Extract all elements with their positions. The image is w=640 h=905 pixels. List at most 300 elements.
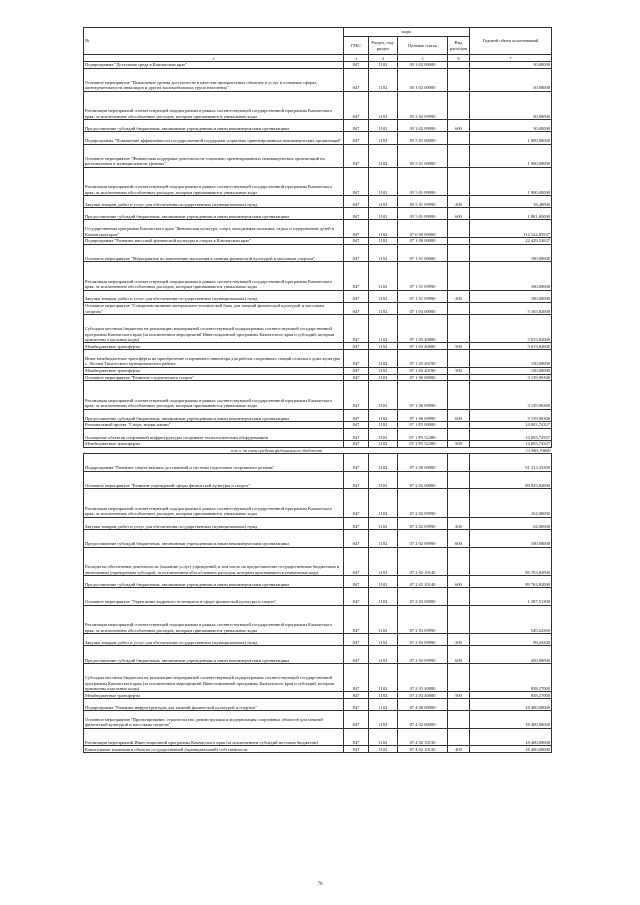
row-vid-cell: [448, 605, 470, 633]
row-sum-cell: 3 159,96300: [470, 374, 552, 381]
row-sum-cell: 62,00000: [470, 517, 552, 529]
row-sum-cell: 5 015,82000: [470, 315, 552, 343]
row-grbs-cell: 847: [344, 529, 369, 547]
row-vid-cell: [448, 422, 470, 429]
row-sum-cell: 1 387,51300: [470, 588, 552, 606]
row-razdel-cell: 1102: [369, 290, 398, 302]
row-razdel-cell: 1102: [369, 62, 398, 69]
row-vid-cell: 600: [448, 120, 470, 132]
row-grbs-cell: 847: [344, 262, 369, 290]
row-razdel-cell: 1102: [369, 428, 398, 440]
row-name-cell: Оснащение объектов спортивной инфраструктуры спортивно-технологическим оборудованием: [84, 428, 344, 440]
row-name-cell: Закупка товаров, работ и услуг для обеспечения государственных (муниципальных) нужд: [84, 517, 344, 529]
row-sum-cell: 150,00000: [470, 367, 552, 374]
row-grbs-cell: 847: [344, 120, 369, 132]
row-grbs-cell: 847: [344, 699, 369, 711]
row-grbs-cell: 847: [344, 489, 369, 517]
row-name-cell: Предоставление субсидий бюджетным, автономным учреждениям и иным некоммерческим организациям: [84, 208, 344, 220]
row-vid-cell: [448, 428, 470, 440]
row-razdel-cell: 1102: [369, 208, 398, 220]
row-sum-cell: 99,24300: [470, 634, 552, 646]
table-row: [84, 646, 552, 664]
row-name-cell: Межбюджетные трансферты: [84, 367, 344, 374]
row-cel-cell: 07 4 02 10130: [398, 728, 448, 746]
row-grbs-cell: 847: [344, 454, 369, 472]
row-grbs-cell: 847: [344, 409, 369, 421]
row-name-cell: Реализация мероприятий соответствующей подпрограммы в рамках соответствующей государственной программы Камчатского края, за исключением обособленных расходов, которым присваиваются уникальные коды: [84, 489, 344, 517]
row-sum-cell: 5 015,82000: [470, 343, 552, 350]
row-vid-cell: [448, 302, 470, 314]
row-name-cell: Межбюджетные трансферты: [84, 343, 344, 350]
row-name-cell: Субсидии местным бюджетам на реализацию мероприятий соответствующей подпрограммы соответствующей государственной программы Камчатского края (за исключением мероприятий Инвестиционной программы Камчатского края и субсидий, которым присвоены отдельные коды): [84, 315, 344, 343]
row-name-cell: Основное мероприятие "Укрепление кадрового потенциала в сфере физической культуры и спорта": [84, 588, 344, 606]
row-name-cell: Предоставление субсидий бюджетным, автономным учреждениям и иным некоммерческим организациям: [84, 409, 344, 421]
row-sum-cell: 100,00000: [470, 262, 552, 290]
row-cel-cell: 07 2 00 00000: [398, 454, 448, 472]
row-razdel-cell: 1102: [369, 167, 398, 195]
row-razdel-cell: 1102: [369, 302, 398, 314]
row-cel-cell: 07 1 01 09990: [398, 290, 448, 302]
row-grbs-cell: 847: [344, 237, 369, 244]
row-grbs-cell: 847: [344, 195, 369, 207]
row-cel-cell: 07 2 02 00000: [398, 471, 448, 489]
row-sum-cell: 100,00000: [470, 529, 552, 547]
row-sum-cell: 22 429,52637: [470, 237, 552, 244]
row-cel-cell: 07 2 03 40080: [398, 663, 448, 691]
row-sum-cell: 30,00000: [470, 120, 552, 132]
column-index-cell: 7: [470, 55, 552, 62]
row-razdel-cell: 1102: [369, 422, 398, 429]
row-vid-cell: [448, 220, 470, 238]
row-cel-cell: 07 1 06 09990: [398, 381, 448, 409]
row-sum-cell: 1 900,00000: [470, 132, 552, 144]
row-grbs-cell: 847: [344, 471, 369, 489]
row-grbs-cell: 847: [344, 692, 369, 699]
row-vid-cell: 600: [448, 208, 470, 220]
table-row: [84, 244, 552, 262]
row-sum-cell: 18 400,00000: [470, 699, 552, 711]
row-cel-cell: 07 0 00 00000: [398, 220, 448, 238]
row-cel-cell: 07 1 P5 00000: [398, 422, 448, 429]
row-name-cell: Межбюджетные трансферты: [84, 692, 344, 699]
row-sum-cell: 838,27000: [470, 692, 552, 699]
table-row: [84, 489, 552, 517]
row-name-cell: Предоставление субсидий бюджетным, автономным учреждениям и иным некоммерческим организациям: [84, 646, 344, 664]
table-row: [84, 290, 552, 302]
row-name-cell: Основное мероприятие "Проектирование, строительство, реконструкция и модернизация спортивных объектов для занятий физической культурой и массовым спортом": [84, 711, 344, 729]
row-razdel-cell: 1102: [369, 575, 398, 587]
row-grbs-cell: 847: [344, 220, 369, 238]
table-row: [84, 746, 552, 753]
page-number: 76: [317, 882, 323, 887]
row-name-cell: Закупка товаров, работ и услуг для обеспечения государственных (муниципальных) нужд: [84, 634, 344, 646]
row-grbs-cell: 847: [344, 428, 369, 440]
row-grbs-cell: 847: [344, 132, 369, 144]
row-sum-cell: 89 763,82000: [470, 547, 552, 575]
row-vid-cell: [448, 381, 470, 409]
row-razdel-cell: 1102: [369, 409, 398, 421]
row-razdel-cell: 1102: [369, 144, 398, 167]
row-razdel-cell: 1102: [369, 262, 398, 290]
table-row: [84, 692, 552, 699]
header-name: [84, 28, 344, 55]
row-vid-cell: [448, 62, 470, 69]
row-name-cell: Реализация мероприятий соответствующей подпрограммы в рамках соответствующей государственной программы Камчатского края, за исключением обособленных расходов, которым присваиваются уникальные коды: [84, 262, 344, 290]
row-sum-cell: 112 142,85937: [470, 220, 552, 238]
row-razdel-cell: 1102: [369, 489, 398, 517]
row-cel-cell: 05 3 02 09990: [398, 91, 448, 119]
row-razdel-cell: 1102: [369, 343, 398, 350]
row-name-cell: Основное мероприятие "Финансовая поддержка деятельности социально ориентированных некоммерческих организаций на региональном и муниципальном уровнях": [84, 144, 344, 167]
row-sum-cell: 1 900,00000: [470, 167, 552, 195]
row-name-cell: Закупка товаров, работ и услуг для обеспечения государственных (муниципальных) нужд: [84, 290, 344, 302]
row-sum-cell: 18 400,00000: [470, 746, 552, 753]
table-row: [84, 699, 552, 711]
row-vid-cell: [448, 315, 470, 343]
row-vid-cell: [448, 237, 470, 244]
row-vid-cell: 500: [448, 692, 470, 699]
row-razdel-cell: 1102: [369, 132, 398, 144]
table-row: [84, 454, 552, 472]
row-grbs-cell: 847: [344, 711, 369, 729]
row-grbs-cell: 847: [344, 547, 369, 575]
row-razdel-cell: 1102: [369, 237, 398, 244]
row-name-cell: Реализация мероприятий Инвестиционной программы Камчатского края (за исключением субсидий местным бюджетам): [84, 728, 344, 746]
row-cel-cell: 07 1 00 00000: [398, 237, 448, 244]
row-razdel-cell: 1102: [369, 728, 398, 746]
row-cel-cell: 07 2 02 09990: [398, 529, 448, 547]
row-grbs-cell: 847: [344, 588, 369, 606]
row-razdel-cell: 1102: [369, 634, 398, 646]
table-row: [84, 343, 552, 350]
column-index-row: [84, 55, 552, 62]
row-vid-cell: [448, 454, 470, 472]
table-row: [84, 315, 552, 343]
row-cel-cell: 07 4 02 10130: [398, 746, 448, 753]
row-sum-cell: 3 159,96300: [470, 409, 552, 421]
table-row: [84, 62, 552, 69]
row-cel-cell: 05 3 02 09990: [398, 120, 448, 132]
row-sum-cell: 18 400,00000: [470, 711, 552, 729]
row-cel-cell: 07 1 01 09990: [398, 262, 448, 290]
row-sum-cell: 100,00000: [470, 244, 552, 262]
budget-table-sheet: [83, 27, 551, 753]
row-name-cell: Основное мероприятие "Повышение уровня доступности и качества приоритетных объектов и услуг в основных сферах жизнедеятельности инвалидов и других маломобильных групп населения": [84, 68, 344, 91]
row-name-cell: Подпрограмма "Повышение эффективности государственной поддержки социально ориентированных некоммерческих организаций": [84, 132, 344, 144]
table-row: [84, 605, 552, 633]
row-vid-cell: 200: [448, 290, 470, 302]
row-vid-cell: [448, 244, 470, 262]
row-cel-cell: 05 5 01 00000: [398, 144, 448, 167]
row-name-cell: Закупка товаров, работ и услуг для обеспечения государственных (муниципальных) нужд: [84, 195, 344, 207]
row-sum-cell: 14 003,74337: [470, 422, 552, 429]
row-cel-cell: 05 5 01 00000: [398, 132, 448, 144]
table-row: [84, 588, 552, 606]
row-sum-cell: 5 165,82000: [470, 302, 552, 314]
row-grbs-cell: 847: [344, 422, 369, 429]
row-vid-cell: [448, 489, 470, 517]
table-row: [84, 575, 552, 587]
row-razdel-cell: 1102: [369, 529, 398, 547]
row-cel-cell: 07 2 03 09990: [398, 605, 448, 633]
column-index-cell: 5: [398, 55, 448, 62]
header-grbs: ГРБС: [344, 37, 369, 55]
table-row: [84, 132, 552, 144]
row-razdel-cell: 1102: [369, 746, 398, 753]
table-row: [84, 422, 552, 429]
row-vid-cell: 500: [448, 441, 470, 448]
row-cel-cell: 07 2 02 09990: [398, 489, 448, 517]
row-cel-cell: 07 2 03 09990: [398, 646, 448, 664]
row-grbs-cell: 847: [344, 91, 369, 119]
row-cel-cell: 05 3 02 00000: [398, 62, 448, 69]
row-cel-cell: 07 1 03 00000: [398, 302, 448, 314]
column-index-cell: 4: [369, 55, 398, 62]
row-razdel-cell: 1102: [369, 350, 398, 368]
row-name-cell: Основное мероприятие "Развитие студенческого спорта": [84, 374, 344, 381]
row-razdel-cell: 1102: [369, 454, 398, 472]
table-row: [84, 262, 552, 290]
table-row: [84, 547, 552, 575]
row-vid-cell: 500: [448, 343, 470, 350]
row-grbs-cell: 847: [344, 441, 369, 448]
header-volume: Годовой объем ассигнований: [470, 28, 552, 55]
row-razdel-cell: 1102: [369, 588, 398, 606]
header-vid: Вид расходов: [448, 37, 470, 55]
row-sum-cell: 14 003,74337: [470, 441, 552, 448]
row-name-cell: Иные межбюджетные трансферты на приобретение спортивного инвентаря для работы спортивных секций сельского дома культуры с. Лесная Тигильского муниципального района: [84, 350, 344, 368]
row-name-cell: Капитальные вложения в объекты государственной (муниципальной) собственности: [84, 746, 344, 753]
row-razdel-cell: 1102: [369, 195, 398, 207]
row-grbs-cell: 847: [344, 663, 369, 691]
row-grbs-cell: 847: [344, 381, 369, 409]
row-cel-cell: 07 1 01 00000: [398, 244, 448, 262]
row-cel-cell: 07 1 03 40190: [398, 350, 448, 368]
row-sum-cell: 18,40000: [470, 195, 552, 207]
row-razdel-cell: 1102: [369, 711, 398, 729]
row-grbs-cell: 847: [344, 290, 369, 302]
row-grbs-cell: 847: [344, 315, 369, 343]
row-sum-cell: 549,24300: [470, 605, 552, 633]
row-name-cell: Предоставление субсидий бюджетным, автономным учреждениям и иным некоммерческим организациям: [84, 120, 344, 132]
row-cel-cell: 07 4 02 00000: [398, 711, 448, 729]
row-sum-cell: 100,00000: [470, 290, 552, 302]
table-row: [84, 195, 552, 207]
row-name-cell: Межбюджетные трансферты: [84, 441, 344, 448]
row-grbs-cell: 847: [344, 575, 369, 587]
row-name-cell: Предоставление субсидий бюджетным, автономным учреждениям и иным некоммерческим организациям: [84, 529, 344, 547]
row-vid-cell: 200: [448, 634, 470, 646]
row-grbs-cell: 847: [344, 144, 369, 167]
row-vid-cell: [448, 91, 470, 119]
row-name-cell: Субсидии местным бюджетам на реализацию мероприятий соответствующей подпрограммы соответствующей государственной программы Камчатского края (за исключением мероприятий Инвестиционной программы Камчатского края и субсидий, которым присвоены отдельные коды): [84, 663, 344, 691]
row-sum-cell: 838,27000: [470, 663, 552, 691]
row-vid-cell: 400: [448, 746, 470, 753]
table-row: [84, 68, 552, 91]
budget-table: № коды Годовой объем ассигнований ГРБС Раздел, под-раздел Целевая статья Вид расходов 2 3 4 5 6 7 Подпрограмма "Доступная среда в Камчатском крае" 847 1102 05 3 02 00000 30,00000 Основное мероприятие "Повышение уровня доступности и качества приоритетных объектов и услуг в основных сферах жизнедеятельности инвалидов и других маломобильных групп населения" 847 1102 05 3 02 00000 30,00000 Реализация мероприятий соответствующей подпрограммы в рамках соответствующей государственной программы Камчатского края, за исключением обособленных расходов, которым присваиваются уникальные коды 847 1102 05 3 02 09990 30,00000 Предоставление субсидий бюджетным, автономным учреждениям и иным некоммерческим организациям 847 1102 05 3 02 09990 600 30,00000 Подпрограмма "Повышение эффективности государственной поддержки социально ориентированных некоммерческих организаций" 847 1102 05 5 01 00000 1 900,00000 Основное мероприятие "Финансовая поддержка деятельности социально ориентированных некоммерческих организаций на региональном и муниципальном уровнях" 847 1102 05 5 01 00000 1 900,00000 Реализация мероприятий соответствующей подпрограммы в рамках соответствующей государственной программы Камчатского края, за исключением обособленных расходов, которым присваиваются уникальные коды 847 1102 05 5 01 09990 1 900,00000 Закупка товаров, работ и услуг для обеспечения государственных (муниципальных) нужд 847 1102 05 5 01 09990 200 18,40000 Предоставление субсидий бюджетным, автономным учреждениям и иным некоммерческим организациям 847 1102 05 5 01 09990 600 1 881,60000 Государственная программа Камчатского края "Физическая культура, спорт, молодежная политика, отдых и оздоровление детей в Камчатском крае" 847 1102 07 0 00 00000 112 142,85937 Подпрограмма "Развитие массовой физической культуры и спорта в Камчатском крае" 847 1102 07 1 00 00000 22 429,52637 Основное мероприятие "Мероприятия по вовлечению населения в занятия физической культурой и массовым спортом" 847 1102 07 1 01 00000 100,00000 Реализация мероприятий соответствующей подпрограммы в рамках соответствующей государственной программы Камчатского края, за исключением обособленных расходов, которым присваиваются уникальные коды 847 1102 07 1 01 09990 100,00000 Закупка товаров, работ и услуг для обеспечения государственных (муниципальных) нужд 847 1102 07 1 01 09990 200 100,00000 Основное мероприятие "Совершенствование материально-технической базы для занятий физической культурой и массовым спортом" 847 1102 07 1 03 00000 5 165,82000 Субсидии местным бюджетам на реализацию мероприятий соответствующей подпрограммы соответствующей государственной программы Камчатского края (за исключением мероприятий Инвестиционной программы Камчатского края и субсидий, которым присвоены отдельные коды) 847 1102 07 1 03 40080 5 015,82000 Межбюджетные трансферты 847 1102 07 1 03 40080 500 5 015,82000 Иные межбюджетные трансферты на приобретение спортивного инвентаря для работы спортивных секций сельского дома культуры с. Лесная Тигильского муниципального района 847 1102 07 1 03 40190 150,00000 Межбюджетные трансферты 847 1102 07 1 03 40190 500 150,00000 Основное мероприятие "Развитие студенческого спорта" 847 1102 07 1 06 00000 3 159,96300 Реализация мероприятий соответствующей подпрограммы в рамках соответствующей государственной программы Камчатского края, за исключением обособленных расходов, которым присваиваются уникальные коды 847 1102 07 1 06 09990 3 159,96300 Предоставление субсидий бюджетным, автономным учреждениям и иным некоммерческим организациям 847 1102 07 1 06 09990 600 3 159,96300 Региональный проект "Спорт–норма жизни" 847 1102 07 1 P5 00000 14 003,74337 Оснащение объектов спортивной инфраструктуры спортивно-технологическим оборудованием 847 1102 07 1 P5 52280 14 003,74337 Межбюджетные трансферты 847 1102 07 1 P5 52280 500 14 003,74337 в т.ч. за счет средств федерального бюджета 13 863,70600 Подпрограмма "Развитие спорта высших достижений и системы подготовки спортивного резерва" 847 1102 07 2 00 00000 91 313,33300 Основное мероприятие "Развитие учреждений сферы физической культуры и спорта" 847 1102 07 2 02 00000 89 925,82000 Реализация мероприятий соответствующей подпрограммы в рамках соответствующей государственной программы Камчатского края, за исключением обособленных расходов, которым присваиваются уникальные коды 847 1102 07 2 02 09990 162,00000 Закупка товаров, работ и услуг для обеспечения государственных (муниципальных) нужд 847 1102 07 2 02 09990 200 62,00000 Предоставление субсидий бюджетным, автономным учреждениям и иным некоммерческим организациям 847 1102 07 2 02 09990 600 100,00000 Расходы на обеспечение деятельности (оказание услуг) учреждений, в том числе на предоставление государственным бюджетным и автономным учреждениям субсидий, за исключением обособленных расходов, которым присваиваются уникальные коды 847 1102 07 2 02 10140 89 763,82000 Предоставление субсидий бюджетным, автономным учреждениям и иным некоммерческим организациям 847 1102 07 2 02 10140 600 89 763,82000 Основное мероприятие "Укрепление кадрового потенциала в сфере физической культуры и спорта" 847 1102 07 2 03 00000 1 387,51300 Реализация мероприятий соответствующей подпрограммы в рамках соответствующей государственной программы Камчатского края, за исключением обособленных расходов, которым присваиваются уникальные коды 847 1102 07 2 03 09990 549,24300 Закупка товаров, работ и услуг для обеспечения государственных (муниципальных) нужд 847 1102 07 2 03 09990 200 99,24300 Предоставление субсидий бюджетным, автономным учреждениям и иным некоммерческим организациям 847 1102 07 2 03 09990 600 450,00000 Субсидии местным бюджетам на реализацию мероприятий соответствующей подпрограммы соответствующей государственной программы Камчатского края (за исключением мероприятий Инвестиционной программы Камчатского края и субсидий, которым присвоены отдельные коды) 847 1102 07 2 03 40080 838,27000 Межбюджетные трансферты 847 1102 07 2 03 40080 500 838,27000 Подпрограмма "Развитие инфраструктуры для занятий физической культурой и спортом" 847 1102 07 4 00 00000 18 400,00000 Основное мероприятие "Проектирование, строительство, реконструкция и модернизация спортивных объектов для занятий физической культурой и массовым спортом" 847 1102 07 4 02 00000 18 400,00000 Реализация мероприятий Инвестиционной программы Камчатского края (за исключением субсидий местным бюджетам) 847 1102 07 4 02 10130 18 400,00000 Капитальные вложения в объекты государственной (муниципальной) собственности 847 1102 07 4 02 10130 400 18 400,00000: [85, 29, 551, 752]
row-cel-cell: 05 5 01 09990: [398, 208, 448, 220]
row-name-cell: Государственная программа Камчатского края "Физическая культура, спорт, молодежная политика, отдых и оздоровление детей в Камчатском крае": [84, 220, 344, 238]
table-row: [84, 350, 552, 368]
row-grbs-cell: 847: [344, 746, 369, 753]
row-vid-cell: [448, 144, 470, 167]
row-razdel-cell: 1102: [369, 315, 398, 343]
row-sum-cell: 450,00000: [470, 646, 552, 664]
row-name-cell: Реализация мероприятий соответствующей подпрограммы в рамках соответствующей государственной программы Камчатского края, за исключением обособленных расходов, которым присваиваются уникальные коды: [84, 381, 344, 409]
note-amount: 13 863,70600: [525, 447, 551, 453]
row-name-cell: Основное мероприятие "Развитие учреждений сферы физической культуры и спорта": [84, 471, 344, 489]
row-cel-cell: 07 1 P5 52280: [398, 428, 448, 440]
row-name-cell: Региональный проект "Спорт–норма жизни": [84, 422, 344, 429]
row-vid-cell: [448, 471, 470, 489]
row-name-cell: Подпрограмма "Развитие спорта высших достижений и системы подготовки спортивного резерва": [84, 454, 344, 472]
row-cel-cell: 07 1 P5 52280: [398, 441, 448, 448]
row-grbs-cell: 847: [344, 208, 369, 220]
row-cel-cell: 05 3 02 00000: [398, 68, 448, 91]
row-name-cell: Подпрограмма "Доступная среда в Камчатском крае": [84, 62, 344, 69]
header-codes: коды: [344, 28, 470, 37]
row-cel-cell: 07 4 00 00000: [398, 699, 448, 711]
row-vid-cell: [448, 547, 470, 575]
row-grbs-cell: 847: [344, 167, 369, 195]
row-vid-cell: 600: [448, 409, 470, 421]
table-row: [84, 381, 552, 409]
row-name-cell: Подпрограмма "Развитие инфраструктуры для занятий физической культурой и спортом": [84, 699, 344, 711]
row-vid-cell: [448, 663, 470, 691]
table-row: [84, 367, 552, 374]
table-row: [84, 517, 552, 529]
row-razdel-cell: 1102: [369, 441, 398, 448]
row-vid-cell: [448, 68, 470, 91]
row-cel-cell: 05 5 01 09990: [398, 167, 448, 195]
row-razdel-cell: 1102: [369, 547, 398, 575]
row-vid-cell: [448, 374, 470, 381]
row-vid-cell: [448, 699, 470, 711]
row-vid-cell: 600: [448, 575, 470, 587]
row-vid-cell: [448, 728, 470, 746]
table-row: [84, 374, 552, 381]
row-sum-cell: 1 881,60000: [470, 208, 552, 220]
table-row: [84, 441, 552, 448]
row-vid-cell: [448, 711, 470, 729]
column-index-cell: 3: [344, 55, 369, 62]
table-row: [84, 167, 552, 195]
row-cel-cell: 07 1 03 40080: [398, 343, 448, 350]
row-grbs-cell: 847: [344, 62, 369, 69]
row-razdel-cell: 1102: [369, 663, 398, 691]
table-row: [84, 471, 552, 489]
row-razdel-cell: 1102: [369, 367, 398, 374]
column-index-cell: 2: [84, 55, 344, 62]
row-cel-cell: 07 2 03 00000: [398, 588, 448, 606]
row-razdel-cell: 1102: [369, 471, 398, 489]
row-razdel-cell: 1102: [369, 120, 398, 132]
row-name-cell: Предоставление субсидий бюджетным, автономным учреждениям и иным некоммерческим организациям: [84, 575, 344, 587]
row-sum-cell: 30,00000: [470, 91, 552, 119]
column-index-cell: 6: [448, 55, 470, 62]
row-sum-cell: 89 763,82000: [470, 575, 552, 587]
row-name-cell: Основное мероприятие "Мероприятия по вовлечению населения в занятия физической культурой и массовым спортом": [84, 244, 344, 262]
row-razdel-cell: 1102: [369, 91, 398, 119]
table-row: [84, 711, 552, 729]
header-cel: Целевая статья: [398, 37, 448, 55]
row-cel-cell: 07 1 06 00000: [398, 374, 448, 381]
row-razdel-cell: 1102: [369, 517, 398, 529]
row-razdel-cell: 1102: [369, 381, 398, 409]
row-vid-cell: [448, 132, 470, 144]
row-cel-cell: 07 2 02 10140: [398, 547, 448, 575]
row-cel-cell: 07 1 03 40190: [398, 367, 448, 374]
row-cel-cell: 07 1 06 09990: [398, 409, 448, 421]
table-row: [84, 728, 552, 746]
row-grbs-cell: 847: [344, 634, 369, 646]
table-row: [84, 144, 552, 167]
row-grbs-cell: 847: [344, 343, 369, 350]
row-sum-cell: 3 159,96300: [470, 381, 552, 409]
table-row: [84, 409, 552, 421]
row-cel-cell: 07 2 03 40080: [398, 692, 448, 699]
table-row: [84, 428, 552, 440]
row-vid-cell: [448, 588, 470, 606]
row-sum-cell: 18 400,00000: [470, 728, 552, 746]
row-name-cell: Подпрограмма "Развитие массовой физической культуры и спорта в Камчатском крае": [84, 237, 344, 244]
row-sum-cell: 30,00000: [470, 68, 552, 91]
row-sum-cell: 30,00000: [470, 62, 552, 69]
row-razdel-cell: 1102: [369, 244, 398, 262]
row-sum-cell: 162,00000: [470, 489, 552, 517]
note-text: в т.ч. за счет средств федерального бюджета: [231, 447, 323, 453]
row-vid-cell: 600: [448, 529, 470, 547]
row-vid-cell: 500: [448, 367, 470, 374]
row-vid-cell: 600: [448, 646, 470, 664]
row-name-cell: Основное мероприятие "Совершенствование материально-технической базы для занятий физической культурой и массовым спортом": [84, 302, 344, 314]
table-body: [84, 62, 552, 753]
row-razdel-cell: 1102: [369, 646, 398, 664]
row-cel-cell: 07 2 03 09990: [398, 634, 448, 646]
row-vid-cell: [448, 262, 470, 290]
row-razdel-cell: 1102: [369, 68, 398, 91]
row-vid-cell: [448, 350, 470, 368]
row-sum-cell: 91 313,33300: [470, 454, 552, 472]
row-cel-cell: 07 2 02 10140: [398, 575, 448, 587]
row-name-cell: Расходы на обеспечение деятельности (оказание услуг) учреждений, в том числе на предоставление государственным бюджетным и автономным учреждениям субсидий, за исключением обособленных расходов, которым присваиваются уникальные коды: [84, 547, 344, 575]
table-row: [84, 529, 552, 547]
row-vid-cell: [448, 167, 470, 195]
row-razdel-cell: 1102: [369, 605, 398, 633]
table-row: [84, 634, 552, 646]
row-name-cell: Реализация мероприятий соответствующей подпрограммы в рамках соответствующей государственной программы Камчатского края, за исключением обособленных расходов, которым присваиваются уникальные коды: [84, 91, 344, 119]
row-cel-cell: 07 2 02 09990: [398, 517, 448, 529]
row-grbs-cell: 847: [344, 728, 369, 746]
row-cel-cell: 05 5 01 09990: [398, 195, 448, 207]
row-grbs-cell: 847: [344, 374, 369, 381]
header-razdel: Раздел, под-раздел: [369, 37, 398, 55]
row-vid-cell: 200: [448, 195, 470, 207]
table-row: [84, 208, 552, 220]
row-razdel-cell: 1102: [369, 692, 398, 699]
table-row: [84, 663, 552, 691]
row-grbs-cell: 847: [344, 646, 369, 664]
row-cel-cell: 07 1 03 40080: [398, 315, 448, 343]
table-row: [84, 120, 552, 132]
table-row: [84, 91, 552, 119]
row-razdel-cell: 1102: [369, 699, 398, 711]
table-row: [84, 220, 552, 238]
row-razdel-cell: 1102: [369, 374, 398, 381]
row-grbs-cell: 847: [344, 517, 369, 529]
row-name-cell: Реализация мероприятий соответствующей подпрограммы в рамках соответствующей государственной программы Камчатского края, за исключением обособленных расходов, которым присваиваются уникальные коды: [84, 605, 344, 633]
row-grbs-cell: 847: [344, 367, 369, 374]
